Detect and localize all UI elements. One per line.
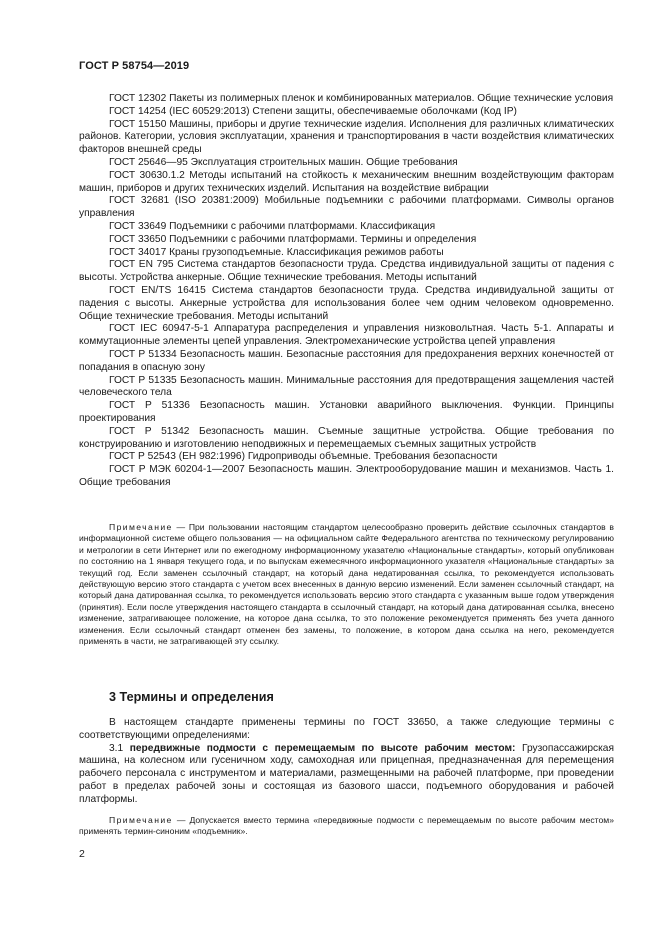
- document-header: ГОСТ Р 58754—2019: [79, 60, 190, 72]
- reference-item: ГОСТ 32681 (ISO 20381:2009) Мобильные подъемники с рабочими платформами. Символы органов управления: [79, 195, 614, 220]
- note-label: Примечание: [109, 522, 173, 532]
- note-text: — При пользовании настоящим стандартом целесообразно проверить действие ссылочных стандартов в информационной системе общего пользования — на официальном сайте Федерального агентства по техническому регулированию и метрологии в сети Интернет или по ежегодному информационному указателю «Национальные стандарты», который опубликован по состоянию на 1 января текущего года, и по выпускам ежемесячного информационного указателя «Национальные стандарты» за текущий год. Если заменен ссылочный стандарт, на который дана недатированная ссылка, то рекомендуется использовать действующую версию этого стандарта с учетом всех внесенных в данную версию изменений. Если заменен ссылочный стандарт, на который дана датированная ссылка, то рекомендуется использовать версию этого стандарта с указанным выше годом утверждения (принятия). Если после утверждения настоящего стандарта в ссылочный стандарт, на который дана датированная ссылка, внесено изменение, затрагивающее положение, на которое дана ссылка, то это положение рекомендуется применять без учета данного изменения. Если ссылочный стандарт отменен без замены, то положение, в котором дана ссылка на него, рекомендуется применять в части, не затрагивающей эту ссылку.: [79, 522, 614, 647]
- note-text: — Допускается вместо термина «передвижные подмости с перемещаемым по высоте рабочим местом» применять термин-синоним «подъемник».: [79, 815, 614, 837]
- reference-item: ГОСТ 15150 Машины, приборы и другие технические изделия. Исполнения для различных климатических районов. Категории, условия эксплуатации, хранения и транспортирования в части воздействия климатических факторов внешней среды: [79, 118, 614, 156]
- page-number: 2: [79, 848, 85, 860]
- term-text: Грузопассажирская машина, на колесном или гусеничном ходу, самоходная или прицепная, предназначенная для перемещения рабочего персонала с инструментом и материалами, размещенными на рабочей платформе, при проведении работ в пределах рабочей зоны и состоящая из базового шасси, подъемного оборудования и рабочей платформы.: [79, 742, 614, 805]
- term-name: передвижные подмости с перемещаемым по высоте рабочим местом:: [129, 742, 516, 754]
- reference-item: ГОСТ 30630.1.2 Методы испытаний на стойкость к механическим внешним воздействующим факторам машин, приборов и других технических изделий. Испытания на воздействие вибрации: [79, 169, 614, 194]
- reference-item: ГОСТ IEC 60947-5-1 Аппаратура распределения и управления низковольтная. Часть 5-1. Аппараты и коммутационные элементы цепей управления. Электромеханические устройства цепей управления: [79, 323, 614, 348]
- reference-item: ГОСТ Р 51336 Безопасность машин. Установки аварийного выключения. Функции. Принципы проектирования: [79, 400, 614, 424]
- reference-item: ГОСТ 33649 Подъемники с рабочими платформами. Классификация: [109, 220, 436, 232]
- term-definition: [79, 743, 614, 807]
- term-number: 3.1: [109, 742, 130, 754]
- section-intro: В настоящем стандарте применены термины по ГОСТ 33650, а также следующие термины с соответствующими определениями:: [79, 717, 614, 741]
- reference-item: ГОСТ Р МЭК 60204-1—2007 Безопасность машин. Электрооборудование машин и механизмов. Часть 1. Общие требования: [79, 464, 614, 488]
- reference-item: ГОСТ 34017 Краны грузоподъемные. Классификация режимов работы: [109, 246, 444, 258]
- reference-item: ГОСТ 25646—95 Эксплуатация строительных машин. Общие требования: [109, 156, 458, 168]
- reference-item: ГОСТ EN 795 Система стандартов безопасности труда. Средства индивидуальной защиты от падения с высоты. Устройства анкерные. Общие технические требования. Методы испытаний: [79, 259, 614, 284]
- references-note: [79, 522, 614, 647]
- reference-item: ГОСТ Р 51335 Безопасность машин. Минимальные расстояния для предотвращения защемления частей человеческого тела: [79, 374, 614, 399]
- reference-item: ГОСТ Р 52543 (ЕН 982:1996) Гидроприводы объемные. Требования безопасности: [109, 451, 498, 463]
- term-note: [79, 815, 614, 838]
- reference-item: ГОСТ Р 51342 Безопасность машин. Съемные защитные устройства. Общие требования по конструированию и изготовлению неподвижных и перемещаемых съемных защитных устройств: [79, 425, 614, 450]
- reference-item: ГОСТ 33650 Подъемники с рабочими платформами. Термины и определения: [109, 233, 477, 245]
- reference-item: ГОСТ EN/TS 16415 Система стандартов безопасности труда. Средства индивидуальной защиты от падения с высоты. Анкерные устройства для использования более чем одним человеком одновременно. Общие технические требования. Методы испытаний: [79, 284, 614, 322]
- reference-item: ГОСТ 14254 (IEC 60529:2013) Степени защиты, обеспечиваемые оболочками (Код IP): [109, 105, 517, 117]
- section-body: [79, 717, 614, 807]
- reference-item: ГОСТ 12302 Пакеты из полимерных пленок и комбинированных материалов. Общие технические условия: [109, 93, 614, 104]
- normative-references: [79, 93, 614, 490]
- reference-item: ГОСТ Р 51334 Безопасность машин. Безопасные расстояния для предохранения верхних конечностей от попадания в опасную зону: [79, 348, 614, 373]
- note-label: Примечание: [109, 815, 173, 825]
- section-title: 3 Термины и определения: [109, 690, 274, 704]
